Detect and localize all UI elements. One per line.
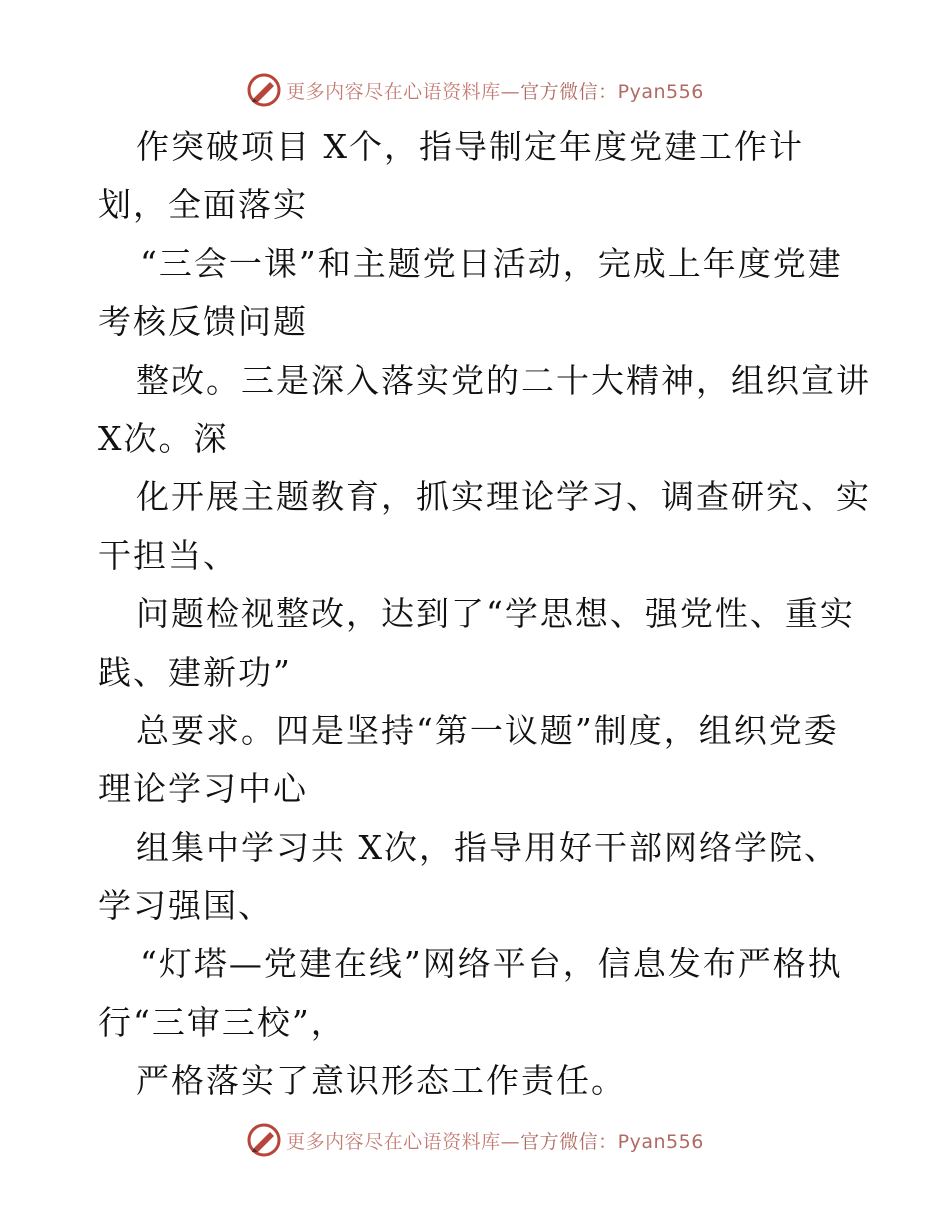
banner-wechat: 官方微信：Pyan556 xyxy=(520,80,704,103)
watermark-banner-top xyxy=(0,72,950,108)
text-line: 组集中学习共 X次，指导用好干部网络学院、 xyxy=(136,827,839,867)
pen-logo-icon xyxy=(246,1122,282,1158)
text-line: 严格落实了意识形态工作责任。 xyxy=(136,1061,626,1101)
text-line: 划，全面落实 xyxy=(98,185,308,225)
text-line: 理论学习中心 xyxy=(98,769,308,809)
banner-wechat: 官方微信：Pyan556 xyxy=(520,1130,704,1153)
text-line: 学习强国、 xyxy=(98,886,273,926)
text-line: 行“三审三校”， xyxy=(98,1002,346,1042)
text-line: “灯塔—党建在线”网络平台，信息发布严格执 xyxy=(140,944,843,984)
text-line: 总要求。四是坚持“第一议题”制度，组织党委 xyxy=(136,710,839,750)
text-line: 问题检视整改，达到了“学思想、强党性、重实 xyxy=(136,594,855,634)
text-line: 整改。三是深入落实党的二十大精神，组织宣讲 xyxy=(136,360,871,400)
text-line: “三会一课”和主题党日活动，完成上年度党建 xyxy=(140,243,843,283)
watermark-banner-bottom xyxy=(0,1122,950,1158)
text-line: 践、建新功” xyxy=(98,652,292,692)
text-line: 作突破项目 X个，指导制定年度党建工作计 xyxy=(136,127,804,166)
banner-text: 更多内容尽在心语资料库— xyxy=(286,1130,521,1153)
text-line: 干担当、 xyxy=(98,535,238,575)
banner-text: 更多内容尽在心语资料库— xyxy=(286,80,521,103)
text-line: 化开展主题教育，抓实理论学习、调查研究、实 xyxy=(136,477,871,517)
text-line: 考核反馈问题 xyxy=(98,302,308,342)
document-body xyxy=(98,118,871,1111)
pen-logo-icon xyxy=(246,72,282,108)
text-line: X次。深 xyxy=(98,418,229,458)
